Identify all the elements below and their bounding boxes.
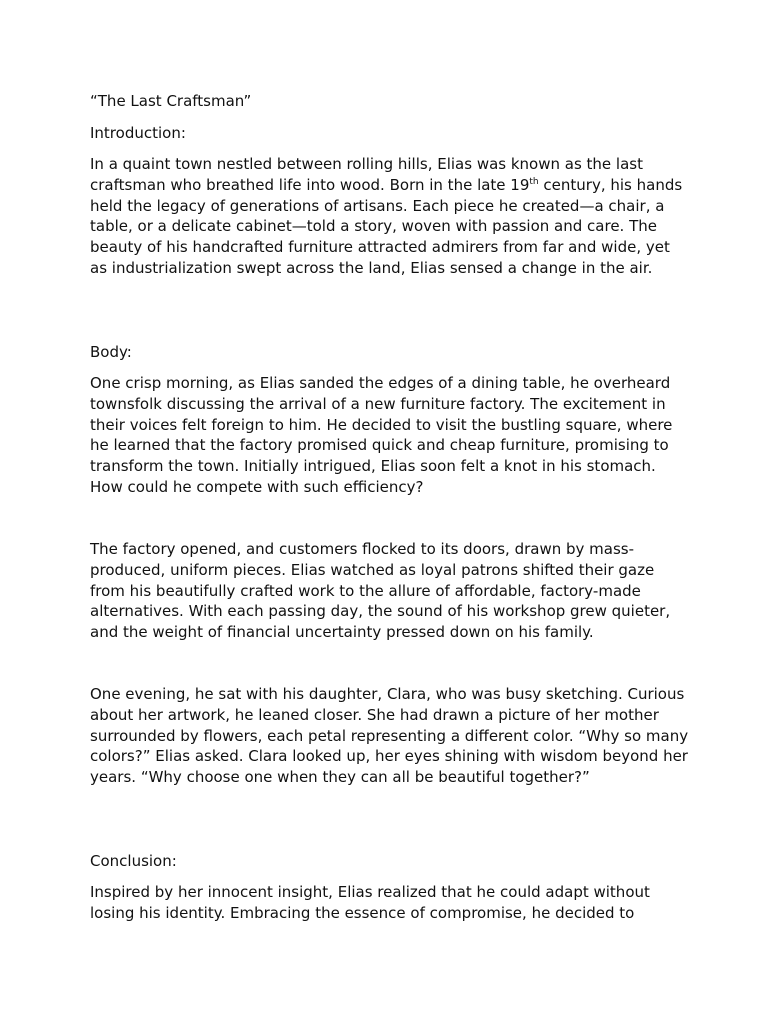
ordinal-superscript: th	[529, 176, 539, 187]
intro-paragraph	[90, 154, 690, 279]
body-paragraph-1: One crisp morning, as Elias sanded the edges of a dining table, he overheard townsfolk discussing the arrival of a new furniture factory. The excitement in their voices felt foreign to him. He decided to visit the bustling square, where he learned that the factory promised quick and cheap furniture, promising to transform the town. Initially intrigued, Elias soon felt a knot in his stomach. How could he compete with such efficiency?	[90, 374, 673, 496]
intro-heading: Introduction:	[90, 124, 186, 142]
body-heading: Body:	[90, 343, 132, 361]
intro-text-after: century, his hands held the legacy of generations of artisans. Each piece he created—a chair, a table, or a delicate cabinet—told a story, woven with passion and care. The beauty of his handcrafted furniture attracted admirers from far and wide, yet as industrialization swept across the land, Elias sensed a change in the air.	[90, 175, 683, 277]
conclusion-heading: Conclusion:	[90, 852, 177, 870]
body-paragraph-2: The factory opened, and customers flocked to its doors, drawn by mass-produced, uniform pieces. Elias watched as loyal patrons shifted their gaze from his beautifully crafted work to the allure of affordable, factory-made alternatives. With each passing day, the sound of his workshop grew quieter, and the weight of financial uncertainty pressed down on his family.	[90, 540, 671, 642]
document-title: “The Last Craftsman”	[90, 92, 252, 110]
conclusion-paragraph: Inspired by her innocent insight, Elias realized that he could adapt without losing his identity. Embracing the essence of compromise, he decided to	[90, 883, 650, 922]
intro-text-before: In a quaint town nestled between rolling hills, Elias was known as the last craftsman who breathed life into wood. Born in the late 19	[90, 155, 643, 194]
body-paragraph-3: One evening, he sat with his daughter, Clara, who was busy sketching. Curious about her artwork, he leaned closer. She had drawn a picture of her mother surrounded by flowers, each petal representing a different color. “Why so many colors?” Elias asked. Clara looked up, her eyes shining with wisdom beyond her years. “Why choose one when they can all be beautiful together?”	[90, 685, 689, 787]
